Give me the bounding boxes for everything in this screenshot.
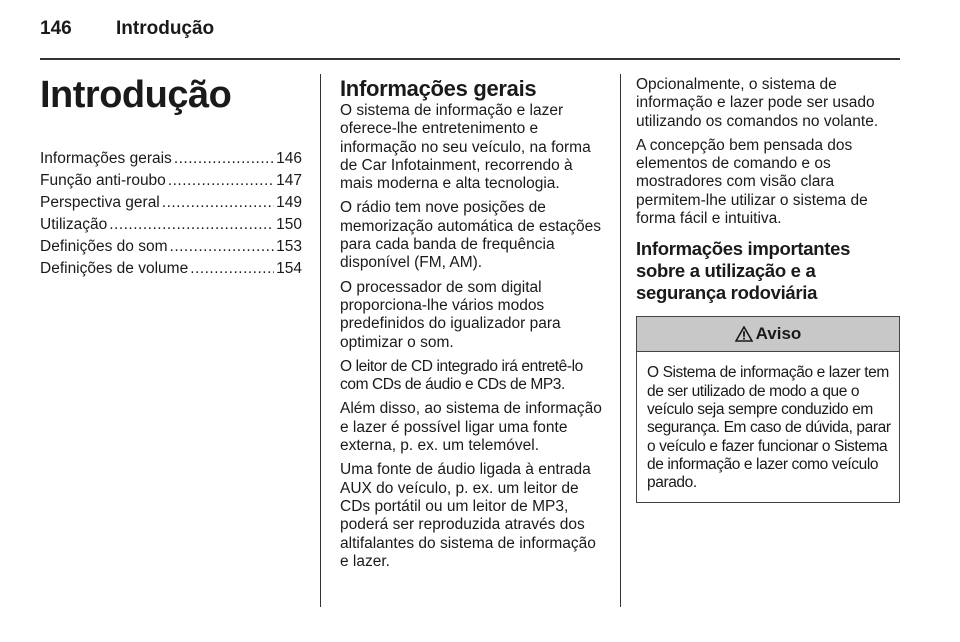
toc-leader — [170, 236, 275, 258]
running-title: Introdução — [116, 18, 215, 39]
toc-label: Definições de volume — [40, 260, 189, 277]
toc-item[interactable] — [40, 258, 302, 280]
warning-title: Aviso — [755, 324, 802, 344]
header-rule — [40, 58, 900, 60]
section-heading: Informações gerais — [340, 76, 537, 101]
chapter-column — [40, 72, 302, 280]
page-header — [40, 18, 900, 48]
toc-item[interactable] — [40, 192, 302, 214]
toc-label: Perspectiva geral — [40, 194, 160, 211]
toc-label: Informações gerais — [40, 150, 172, 167]
page-number: 146 — [40, 18, 72, 39]
toc-label: Definições do som — [40, 238, 168, 255]
paragraph: O sistema de informação e lazer oferece-lhe entretenimento e informação no seu veículo, na forma de Car Infotainment, recorrendo à mais moderna e alta tecnologia. — [340, 102, 591, 193]
chapter-title: Introdução — [40, 74, 232, 116]
safety-column — [636, 76, 902, 503]
toc-page: 153 — [276, 238, 302, 255]
toc-page: 146 — [276, 150, 302, 167]
toc-leader — [109, 214, 274, 236]
toc-page: 154 — [276, 260, 302, 277]
toc-item[interactable] — [40, 170, 302, 192]
toc-leader — [168, 170, 274, 192]
paragraph: Além disso, ao sistema de informação e lazer é possível ligar uma fonte externa, p. ex. um telemóvel. — [340, 400, 602, 455]
paragraph: O processador de som digital proporciona-lhe vários modos predefinidos do igualizador para optimizar o som. — [340, 278, 561, 351]
toc-label: Função anti-roubo — [40, 172, 166, 189]
warning-box — [636, 316, 900, 503]
column-divider-1 — [320, 74, 321, 607]
warning-body — [637, 352, 899, 502]
toc-page: 147 — [276, 172, 302, 189]
toc-leader — [174, 148, 274, 170]
toc-item[interactable] — [40, 148, 302, 170]
column-divider-2 — [620, 74, 621, 607]
paragraph: A concepção bem pensada dos elementos de comando e os mostradores com visão clara permitem-lhe utilizar o sistema de forma fácil e intuitiva. — [636, 136, 868, 228]
toc-item[interactable] — [40, 214, 302, 236]
warning-text: O Sistema de informação e lazer tem de ser utilizado de modo a que o veículo seja sempre conduzido em segurança. Em caso de dúvida, parar o veículo e fazer funcionar o Sistema de informação e lazer como veículo parado. — [647, 364, 891, 492]
paragraph: Opcionalmente, o sistema de informação e lazer pode ser usado utilizando os comandos no volante. — [636, 76, 879, 130]
safety-heading: Informações importantes sobre a utilização e a segurança rodoviária — [636, 238, 851, 304]
warning-triangle-icon — [735, 326, 753, 342]
paragraph: Uma fonte de áudio ligada à entrada AUX do veículo, p. ex. um leitor de CDs portátil ou um leitor de MP3, poderá ser reproduzida através dos altifalantes do sistema de informação e lazer. — [340, 461, 596, 570]
toc-page: 149 — [276, 194, 302, 211]
paragraph: O rádio tem nove posições de memorização automática de estações para cada banda de frequência disponível (FM, AM). — [340, 199, 602, 272]
general-info-column — [340, 76, 604, 577]
toc-leader — [162, 192, 274, 214]
toc-label: Utilização — [40, 216, 108, 233]
toc-leader — [190, 258, 274, 280]
toc-item[interactable] — [40, 236, 302, 258]
warning-header — [637, 317, 899, 352]
table-of-contents — [40, 148, 302, 280]
toc-page: 150 — [276, 216, 302, 233]
paragraph: O leitor de CD integrado irá entretê-lo com CDs de áudio e CDs de MP3. — [340, 357, 583, 394]
